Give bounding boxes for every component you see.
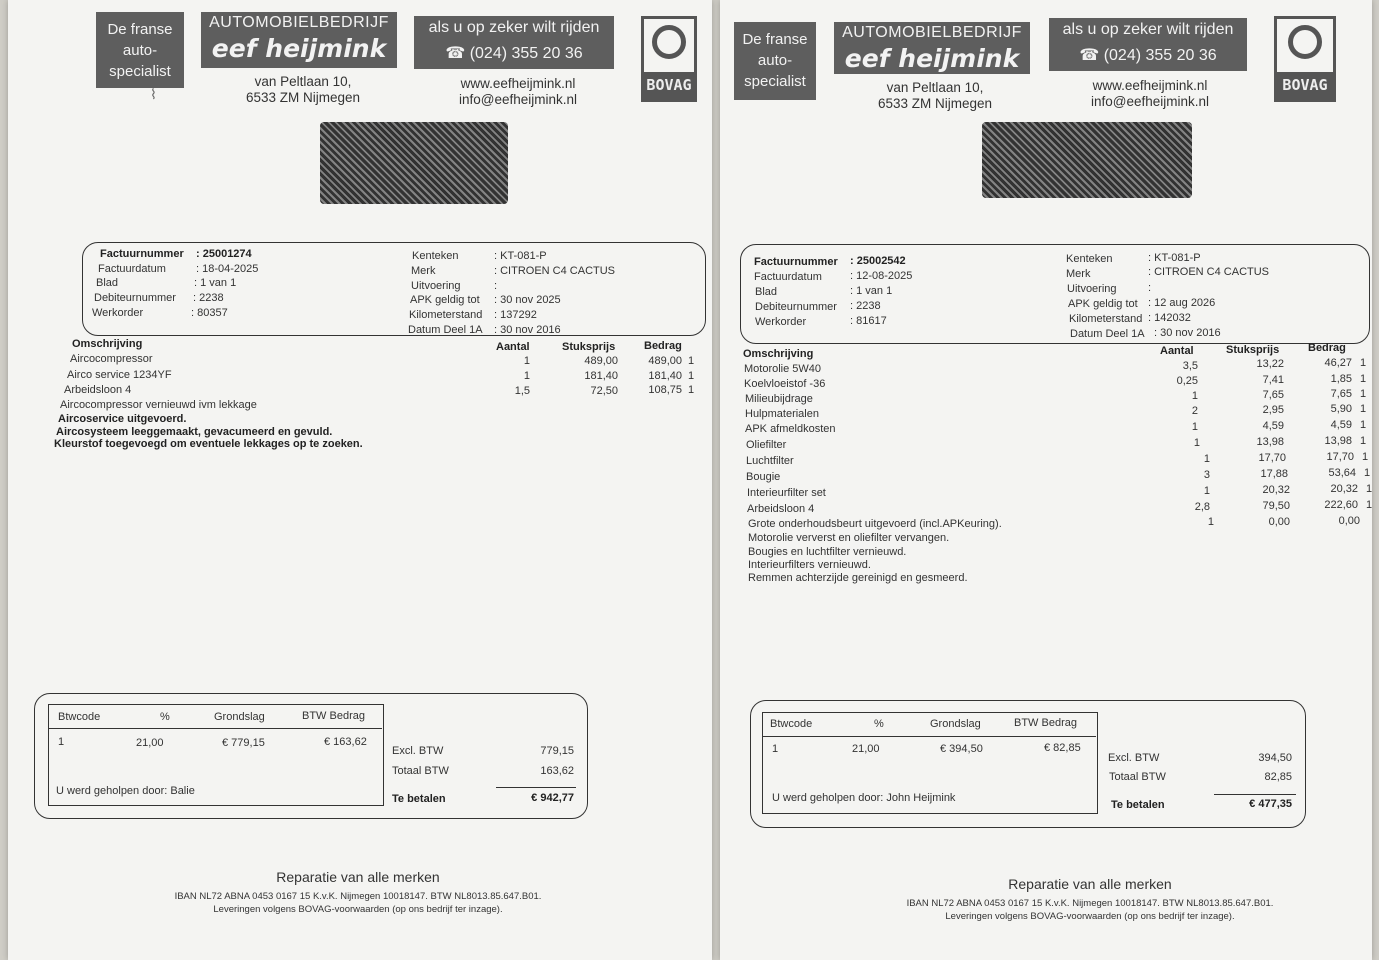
line-price: 72,50 [590,385,618,397]
line-vat-code: 1 [688,384,695,396]
company-phone: ☎ (024) 355 20 36 [414,41,614,69]
value-kenteken: : KT-081-P [494,250,547,262]
value-factuurdatum: : 18-04-2025 [196,263,259,275]
line-price: 0,00 [1268,516,1290,528]
value-kilometerstand: : 137292 [494,309,537,321]
label-factuurdatum: Factuurdatum [754,271,822,283]
bovag-ring-icon [652,25,686,59]
company-name-main: eef heijmink [834,44,1030,74]
label-datum-deel: Datum Deel 1A [408,324,483,336]
line-description: Arbeidsloon 4 [747,503,815,515]
slogan-line: specialist [744,73,806,90]
line-price: 7,65 [1262,389,1284,401]
line-vat-code: 1 [1362,451,1369,463]
label-factuurnummer: Factuurnummer [754,256,838,268]
line-description: Interieurfilter set [747,487,826,499]
vat-table-divider [762,736,1096,737]
line-vat-code: 1 [1366,499,1373,511]
line-amount: 1,85 [1330,373,1352,385]
line-amount: 13,98 [1324,435,1352,447]
remark-line: Aircosysteem leeggemaakt, gevacumeerd en gevuld. [56,426,333,438]
value-totaal-btw: 82,85 [1264,771,1292,783]
header-omschrijving: Omschrijving [743,348,814,360]
bovag-logo: BOVAG [641,16,697,102]
invoice-sheet-1 [8,0,712,960]
line-price: 7,41 [1262,374,1284,386]
line-quantity: 1 [1191,390,1198,402]
line-amount: 181,40 [648,370,682,382]
redacted-address [320,122,508,204]
value-kenteken: : KT-081-P [1148,252,1201,264]
company-address: van Peltlaan 10, 6533 ZM Nijmegen [245,74,361,105]
company-website: www.eefheijmink.nl [460,76,576,91]
footer-bank-info: IBAN NL72 ABNA 0453 0167 15 K.v.K. Nijmegen 10018147. BTW NL8013.85.647.B01. [174,891,542,902]
value-blad: : 1 van 1 [194,277,237,289]
footer-title: Reparatie van alle merken [276,869,440,885]
line-quantity: 1 [1191,421,1198,433]
company-name-main: eef heijmink [201,34,397,68]
label-apk: APK geldig tot [410,294,480,306]
line-vat-code: 1 [1360,357,1367,369]
value-apk: : 30 nov 2025 [494,294,561,306]
line-description: Bougie [746,471,781,483]
slogan-line: auto- [757,52,793,69]
value-excl-btw: 394,50 [1258,752,1292,764]
line-vat-code: 1 [688,370,695,382]
company-phone: ☎ (024) 355 20 36 [1049,43,1247,71]
value-apk: : 12 aug 2026 [1148,297,1216,309]
slogan-line: De franse [742,31,808,48]
line-quantity: 1 [1207,516,1214,528]
header-bedrag: Bedrag [644,340,682,352]
helped-by: U werd geholpen door: Balie [56,785,195,797]
line-amount: 108,75 [648,384,682,396]
company-tagline: als u op zeker wilt rijden [414,16,614,41]
remark-line: Remmen achterzijde gereinigd en gesmeerd. [748,572,968,584]
label-uitvoering: Uitvoering [411,280,461,292]
line-description: Oliefilter [746,439,787,451]
vat-code: 1 [772,743,779,755]
label-te-betalen: Te betalen [1111,799,1165,811]
vat-pct: 21,00 [136,737,164,749]
header-grondslag: Grondslag [930,718,981,730]
company-name-top: AUTOMOBIELBEDRIJF [201,12,397,34]
line-description: Arbeidsloon 4 [64,384,132,396]
slogan-block [96,12,184,88]
company-website: www.eefheijmink.nl [1092,78,1208,93]
slogan-line: auto- [122,42,158,59]
line-price: 79,50 [1262,500,1290,512]
remark-line: Interieurfilters vernieuwd. [748,559,871,571]
header-pct: % [160,711,170,723]
header-btw-bedrag: BTW Bedrag [1014,717,1077,729]
line-description: Motorolie 5W40 [744,363,822,375]
line-quantity: 1 [1193,437,1200,449]
value-uitvoering: : [1148,282,1152,294]
value-te-betalen: € 942,77 [531,792,574,804]
slogan-block [734,22,816,100]
label-kenteken: Kenteken [1066,253,1113,265]
vat-bedrag: € 82,85 [1044,742,1081,754]
total-divider [1214,794,1296,795]
line-price: 181,40 [584,370,618,382]
remark-line: Bougies en luchtfilter vernieuwd. [748,546,907,558]
line-price: 13,22 [1256,358,1284,370]
line-description: Airco service 1234YF [67,369,172,381]
line-vat-code: 1 [688,355,695,367]
phone-icon: ☎ [445,45,466,62]
header-stuksprijs: Stuksprijs [562,341,616,353]
header-omschrijving: Omschrijving [72,338,143,350]
value-kilometerstand: : 142032 [1148,312,1191,324]
label-blad: Blad [96,277,119,289]
label-kilometerstand: Kilometerstand [409,309,483,321]
vat-grondslag: € 779,15 [222,737,265,749]
line-quantity: 3 [1203,469,1210,481]
line-price: 2,95 [1262,404,1284,416]
label-factuurnummer: Factuurnummer [100,248,184,260]
value-blad: : 1 van 1 [850,285,893,297]
company-tagline: als u op zeker wilt rijden [1049,18,1247,43]
line-quantity: 1,5 [514,385,530,397]
line-quantity: 2,8 [1194,501,1210,513]
line-vat-code: 1 [1364,467,1371,479]
vat-pct: 21,00 [852,743,880,755]
label-werkorder: Werkorder [755,316,807,328]
phone-icon: ☎ [1079,47,1100,64]
label-blad: Blad [755,286,778,298]
bovag-logo: BOVAG [1274,16,1336,102]
line-vat-code: 1 [1360,373,1367,385]
value-factuurdatum: : 12-08-2025 [850,270,913,282]
paperclip-icon: ⌇ [150,86,157,102]
line-amount: 20,32 [1330,483,1358,495]
line-price: 17,70 [1258,452,1286,464]
remark-line: Kleurstof toegevoegd om eventuele lekkages op te zoeken. [54,438,363,450]
header-grondslag: Grondslag [214,711,265,723]
header-btwcode: Btwcode [770,718,813,730]
vat-code: 1 [58,736,65,748]
label-totaal-btw: Totaal BTW [1109,771,1166,783]
total-divider [496,787,576,788]
vat-table-divider [48,728,382,729]
header-pct: % [874,718,884,730]
value-werkorder: : 81617 [850,315,887,327]
company-email: info@eefheijmink.nl [458,92,577,107]
company-name-top: AUTOMOBIELBEDRIJF [834,22,1030,44]
label-te-betalen: Te betalen [392,793,446,805]
value-te-betalen: € 477,35 [1249,798,1292,810]
label-apk: APK geldig tot [1068,298,1138,310]
header-aantal: Aantal [1160,345,1194,357]
line-vat-code: 1 [1360,419,1367,431]
footer-terms: Leveringen volgens BOVAG-voorwaarden (op ons bedrijf ter inzage). [945,911,1235,922]
value-factuurnummer: : 25002542 [850,255,906,267]
line-amount: 7,65 [1330,388,1352,400]
line-amount: 46,27 [1324,357,1352,369]
line-description: Luchtfilter [746,455,794,467]
line-quantity: 1 [523,370,530,382]
value-datum-deel: : 30 nov 2016 [1154,327,1221,339]
line-description: APK afmeldkosten [745,423,836,435]
slogan-line: specialist [109,63,171,80]
line-vat-code: 1 [1366,483,1373,495]
line-amount: 4,59 [1330,419,1352,431]
header-aantal: Aantal [496,341,530,353]
line-note: Aircocompressor vernieuwd ivm lekkage [60,399,257,411]
label-excl-btw: Excl. BTW [1108,752,1160,764]
line-price: 489,00 [584,355,618,367]
line-price: 13,98 [1256,436,1284,448]
company-contact [428,76,608,108]
value-datum-deel: : 30 nov 2016 [494,324,561,336]
header-btwcode: Btwcode [58,711,101,723]
line-vat-code: 1 [1360,403,1367,415]
line-amount: 0,00 [1338,515,1360,527]
label-merk: Merk [411,265,436,277]
line-amount: 5,90 [1330,403,1352,415]
bovag-ring-icon [1288,25,1322,59]
redacted-address [982,122,1192,198]
footer-bank-info: IBAN NL72 ABNA 0453 0167 15 K.v.K. Nijmegen 10018147. BTW NL8013.85.647.B01. [906,898,1274,909]
invoice-sheet-2 [720,0,1372,960]
line-vat-code: 1 [1360,435,1367,447]
remark-line: Aircoservice uitgevoerd. [58,413,187,425]
vat-grondslag: € 394,50 [940,743,983,755]
helped-by: U werd geholpen door: John Heijmink [772,792,956,804]
line-description: Milieubijdrage [745,393,813,405]
company-address: van Peltlaan 10, 6533 ZM Nijmegen [877,80,993,111]
value-uitvoering: : [494,280,498,292]
value-debiteurnummer: : 2238 [850,300,881,312]
footer-title: Reparatie van alle merken [1008,876,1172,892]
line-amount: 53,64 [1328,467,1356,479]
line-description: Koelvloeistof -36 [744,378,826,390]
remark-line: Motorolie ververst en oliefilter vervangen. [748,532,950,544]
label-debiteurnummer: Debiteurnummer [755,301,837,313]
line-price: 17,88 [1260,468,1288,480]
vat-bedrag: € 163,62 [324,736,367,748]
line-price: 20,32 [1262,484,1290,496]
company-email: info@eefheijmink.nl [1090,94,1209,109]
label-factuurdatum: Factuurdatum [98,263,166,275]
line-price: 4,59 [1262,420,1284,432]
header-bedrag: Bedrag [1308,342,1346,354]
footer-terms: Leveringen volgens BOVAG-voorwaarden (op ons bedrijf ter inzage). [213,904,503,915]
value-merk: : CITROEN C4 CACTUS [1148,266,1270,278]
value-merk: : CITROEN C4 CACTUS [494,265,616,277]
line-quantity: 0,25 [1176,375,1198,387]
label-kenteken: Kenteken [412,250,459,262]
line-quantity: 1 [1203,453,1210,465]
header-btw-bedrag: BTW Bedrag [302,710,365,722]
line-description: Aircocompressor [70,353,153,365]
value-factuurnummer: : 25001274 [196,248,252,260]
line-amount: 489,00 [648,355,682,367]
line-quantity: 1 [523,355,530,367]
value-debiteurnummer: : 2238 [193,292,224,304]
header-stuksprijs: Stuksprijs [1226,344,1280,356]
label-kilometerstand: Kilometerstand [1069,313,1143,325]
label-merk: Merk [1066,268,1091,280]
line-vat-code: 1 [1360,388,1367,400]
value-werkorder: : 80357 [191,307,228,319]
line-quantity: 1 [1203,485,1210,497]
label-totaal-btw: Totaal BTW [392,765,449,777]
line-description: Hulpmaterialen [745,408,819,420]
line-quantity: 2 [1191,405,1198,417]
label-werkorder: Werkorder [92,307,144,319]
label-datum-deel: Datum Deel 1A [1070,328,1145,340]
line-amount: 17,70 [1326,451,1354,463]
label-excl-btw: Excl. BTW [392,745,444,757]
line-amount: 222,60 [1324,499,1358,511]
slogan-line: De franse [107,21,173,38]
label-debiteurnummer: Debiteurnummer [94,292,176,304]
value-totaal-btw: 163,62 [540,765,574,777]
line-quantity: 3,5 [1182,360,1198,372]
company-contact [1060,78,1240,110]
label-uitvoering: Uitvoering [1067,283,1117,295]
line-description: Grote onderhoudsbeurt uitgevoerd (incl.APKeuring). [748,518,1002,530]
value-excl-btw: 779,15 [540,745,574,757]
